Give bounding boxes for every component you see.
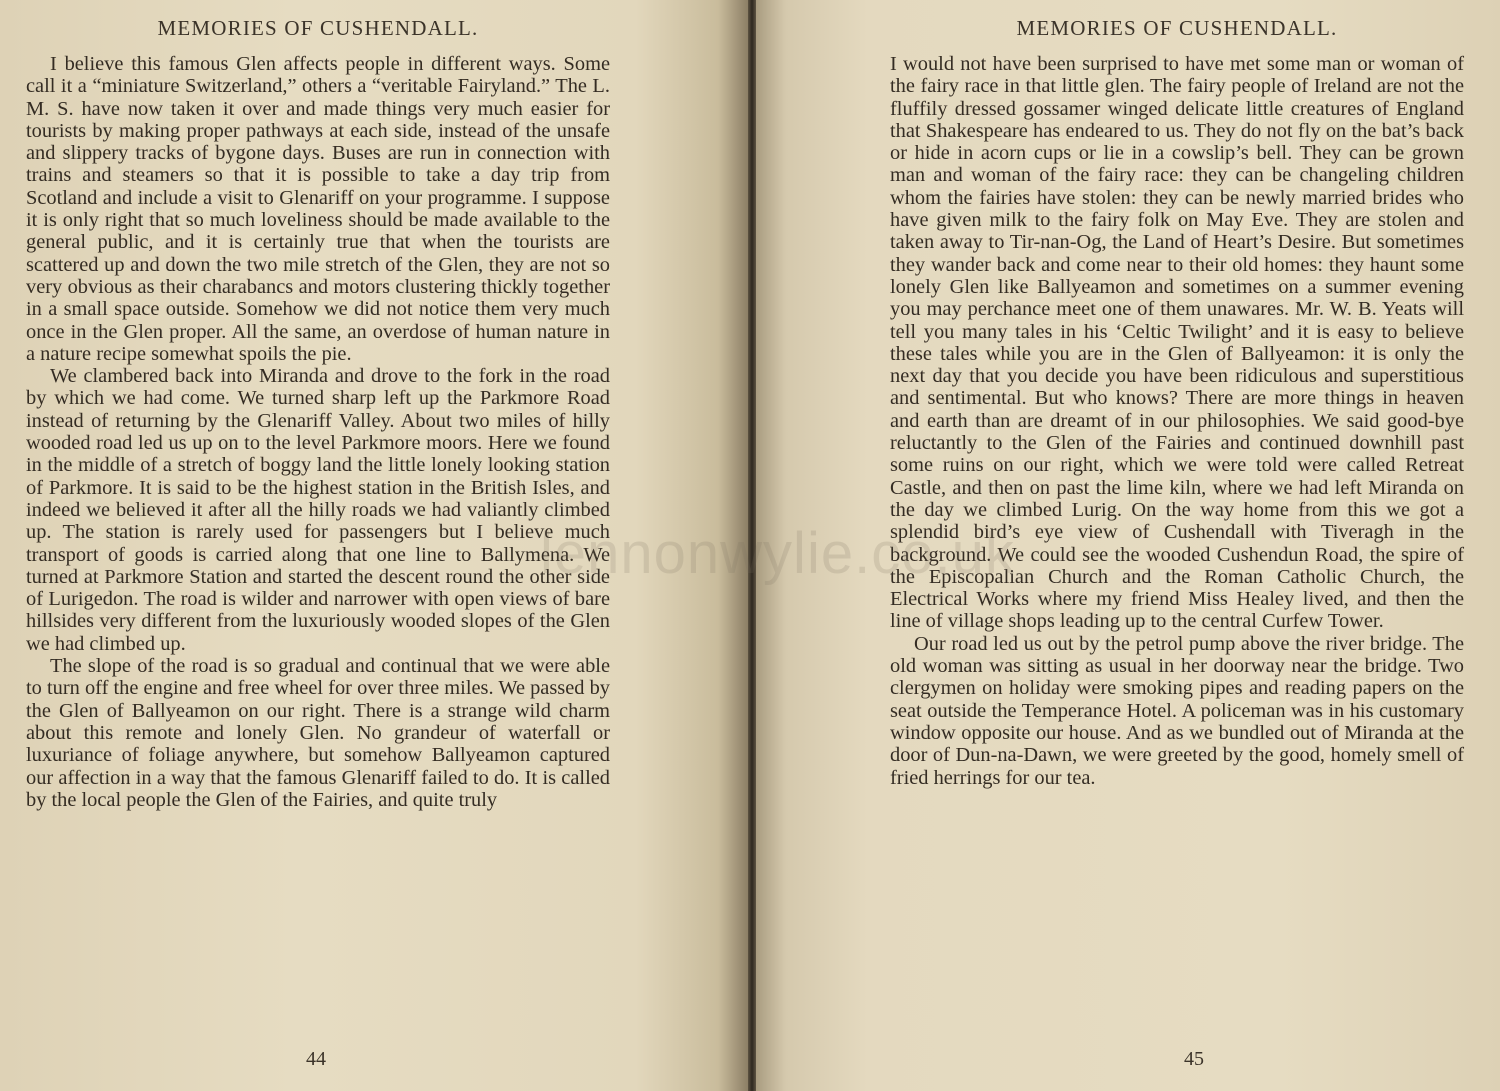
- right-paragraph-1: I would not have been surprised to have met some man or woman of the fairy race in that little glen. The fairy people of Ireland are not the fluffily dressed gossamer winged delicate little creatures of England that Shakespeare has endeared to us. They do not fly on the bat’s back or hide in acorn cups or lie in a cowslip’s bell. They can be grown man and woman of the fairy race: they can be changeling children whom the fairies have stolen: they can be newly married brides who have given milk to the fairy folk on May Eve. They are stolen and taken away to Tir-nan-Og, the Land of Heart’s Desire. But sometimes they wander back and come near to their old homes: they haunt some lonely Glen like Ballyeamon and sometimes on a summer evening you may perchance meet one of them unawares. Mr. W. B. Yeats will tell you many tales in his ‘Celtic Twilight’ and it is easy to believe these tales while you are in the Glen of Ballyeamon: it is only the next day that you decide you have been ridiculous and superstitious and sentimental. But who knows? There are more things in heaven and earth than are dreamt of in our philosophies. We said good-bye reluctantly to the Glen of the Fairies and continued downhill past some ruins on our right, which we were told were called Retreat Castle, and then on past the lime kiln, where we had left Miranda on the day we climbed Lurig. On the way home from this we got a splendid bird’s eye view of Cushendall with Tiveragh in the background. We could see the wooded Cushendun Road, the spire of the Episcopalian Church and the Roman Catholic Church, the Electrical Works where my friend Miss Healey lived, and then the line of village shops leading up to the central Curfew Tower.: [890, 53, 1464, 633]
- left-paragraph-1: I believe this famous Glen affects people in different ways. Some call it a “miniature Switzerland,” others a “veritable Fairyland.” The L. M. S. have now taken it over and made things very much easier for tourists by making proper pathways at each side, instead of the unsafe and slippery tracks of bygone days. Buses are run in connection with trains and steamers so that it is possible to take a day trip from Scotland and include a visit to Glenariff on your programme. I suppose it is only right that so much loveliness should be made available to the general public, and it is certainly true that when the tourists are scattered up and down the two mile stretch of the Glen, they are not so very obvious as their charabancs and motors clustering thickly together in a small space outside. Somehow we did not notice them very much once in the Glen proper. All the same, an overdose of human nature in a nature recipe somewhat spoils the pie.: [26, 53, 610, 365]
- left-paragraph-2: We clambered back into Miranda and drove to the fork in the road by which we had come. We turned sharp left up the Parkmore Road instead of returning by the Glenariff Valley. About two miles of hilly wooded road led us up on to the level Parkmore moors. Here we found in the middle of a stretch of boggy land the little lonely looking station of Parkmore. It is said to be the highest station in the British Isles, and indeed we believed it after all the hilly roads we had valiantly climbed up. The station is rarely used for passengers but I believe much transport of goods is carried along that one line to Ballymena. We turned at Parkmore Station and started the descent round the other side of Lurigedon. The road is wilder and narrower with open views of bare hillsides very different from the luxuriously wooded slopes of the Glen we had climbed up.: [26, 365, 610, 655]
- left-running-head: MEMORIES OF CUSHENDALL.: [157, 16, 479, 40]
- right-page: [756, 0, 1500, 1091]
- right-page-number: 45: [1184, 1048, 1204, 1070]
- book-gutter: [748, 0, 756, 1091]
- right-body-text: [890, 53, 1464, 789]
- right-paragraph-2: Our road led us out by the petrol pump above the river bridge. The old woman was sitting as usual in her doorway near the bridge. Two clergymen on holiday were smoking pipes and reading papers on the seat outside the Temperance Hotel. A policeman was in his customary window opposite our house. And as we bundled out of Miranda at the door of Dun-na-Dawn, we were greeted by the good, homely smell of fried herrings for our tea.: [890, 632, 1464, 789]
- left-paragraph-3: The slope of the road is so gradual and continual that we were able to turn off the engine and free wheel for over three miles. We passed by the Glen of Ballyeamon on our right. There is a strange wild charm about this remote and lonely Glen. No grandeur of waterfall or luxuriance of foliage anywhere, but somehow Ballyeamon captured our affection in a way that the famous Glenariff failed to do. It is called by the local people the Glen of the Fairies, and quite truly: [26, 655, 610, 811]
- left-page-number: 44: [306, 1048, 326, 1070]
- right-running-head: MEMORIES OF CUSHENDALL.: [1016, 16, 1338, 40]
- left-body-text: [26, 53, 610, 811]
- left-page: [0, 0, 748, 1091]
